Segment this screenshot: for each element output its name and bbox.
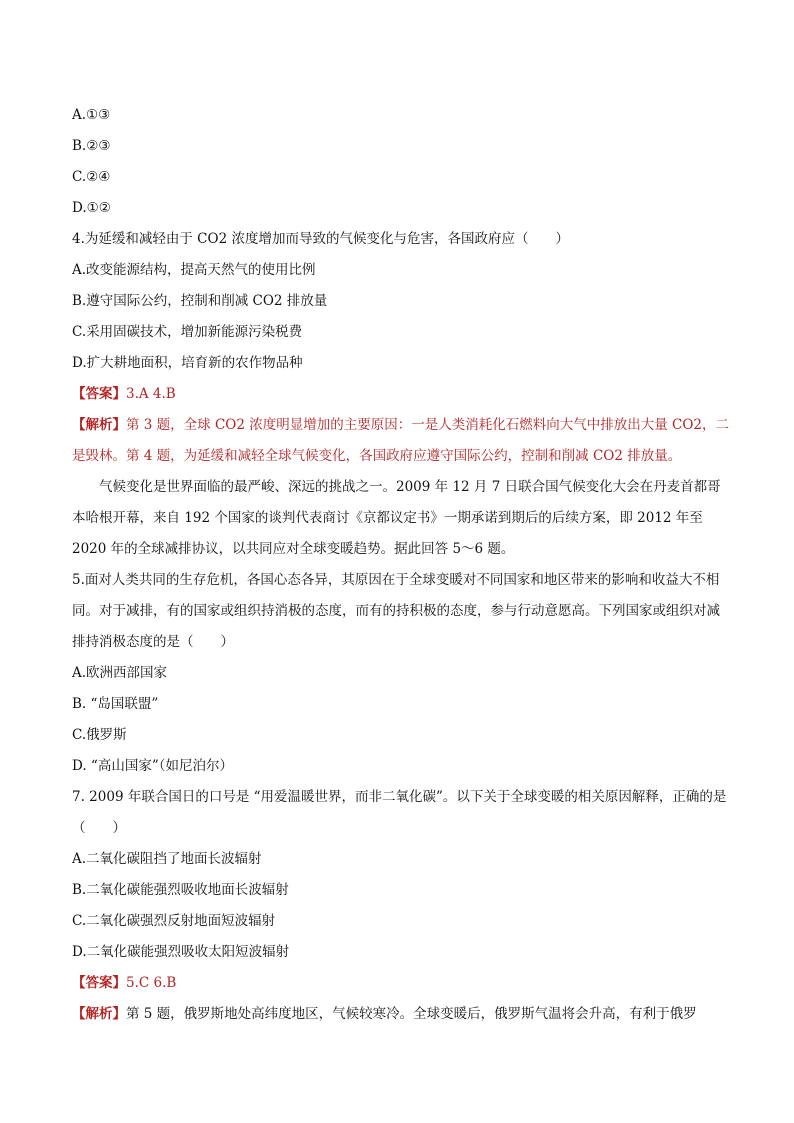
- question-5-stem: 5.面对人类共同的生存危机，各国心态各异，其原因在于全球变暖对不同国家和地区带来的影响和收益大不相同。对于减排，有的国家或组织持消极的态度，而有的持积极的态度，参与行动意愿高。下列国家或组织对减排持消极态度的是（ ）: [72, 572, 720, 650]
- question-5-option-b: B. “岛国联盟”: [72, 696, 159, 712]
- option-d: D.①②: [72, 200, 111, 216]
- document-page: [72, 100, 732, 1030]
- answer-text: 3.A 4.B: [126, 386, 176, 402]
- question-7-option-d: D.二氧化碳能强烈吸收太阳短波辐射: [72, 944, 290, 960]
- question-4-stem: 4.为延缓和减轻由于 CO2 浓度增加而导致的气候变化与危害，各国政府应（ ）: [72, 231, 569, 247]
- answer-block-1: [72, 379, 732, 410]
- question-7-option-a: A.二氧化碳阻挡了地面长波辐射: [72, 851, 262, 867]
- analysis-tag: 【解析】: [72, 1006, 126, 1022]
- question-4-option-b: B.遵守国际公约，控制和削减 CO2 排放量: [72, 293, 328, 309]
- question-4-option-d: D.扩大耕地面积，培育新的农作物品种: [72, 355, 303, 371]
- option-b: B.②③: [72, 138, 111, 154]
- reading-passage: 气候变化是世界面临的最严峻、深远的挑战之一。2009 年 12 月 7 日联合国气候变化大会在丹麦首都哥本哈根开幕，来自 192 个国家的谈判代表商讨《京都议定书》一期承诺到期后的后续方案，即 2012 年至 2020 年的全球减排协议，以共同应对全球变暖趋势。据此回答 5～6 题。: [72, 479, 721, 557]
- question-7-option-c: C.二氧化碳强烈反射地面短波辐射: [72, 913, 276, 929]
- analysis-text: 第 3 题，全球 CO2 浓度明显增加的主要原因：一是人类消耗化石燃料向大气中排放出大量 CO2，二是毁林。第 4 题，为延缓和减轻全球气候变化，各国政府应遵守国际公约，控制和削减 CO2 排放量。: [72, 417, 730, 464]
- analysis-text: 第 5 题，俄罗斯地处高纬度地区，气候较寒冷。全球变暖后，俄罗斯气温将会升高，有利于俄罗: [126, 1006, 697, 1022]
- analysis-tag: 【解析】: [72, 417, 126, 433]
- analysis-block-2: [72, 999, 732, 1030]
- question-7-option-b: B.二氧化碳能强烈吸收地面长波辐射: [72, 882, 289, 898]
- question-4-option-c: C.采用固碳技术，增加新能源污染税费: [72, 324, 303, 340]
- answer-text: 5.C 6.B: [126, 975, 177, 991]
- answer-tag: 【答案】: [72, 975, 126, 991]
- answer-tag: 【答案】: [72, 386, 126, 402]
- analysis-block-1: [72, 410, 732, 472]
- question-5-option-d: D. “高山国家”（如尼泊尔）: [72, 758, 233, 774]
- option-a: A.①③: [72, 107, 111, 123]
- question-4-option-a: A.改变能源结构，提高天然气的使用比例: [72, 262, 316, 278]
- question-7-stem: 7. 2009 年联合国日的口号是 “用爱温暖世界，而非二氧化碳”。以下关于全球变暖的相关原因解释，正确的是（ ）: [72, 789, 727, 836]
- question-5-option-c: C.俄罗斯: [72, 727, 127, 743]
- option-c: C.②④: [72, 169, 111, 185]
- answer-block-2: [72, 968, 732, 999]
- question-5-option-a: A.欧洲西部国家: [72, 665, 168, 681]
